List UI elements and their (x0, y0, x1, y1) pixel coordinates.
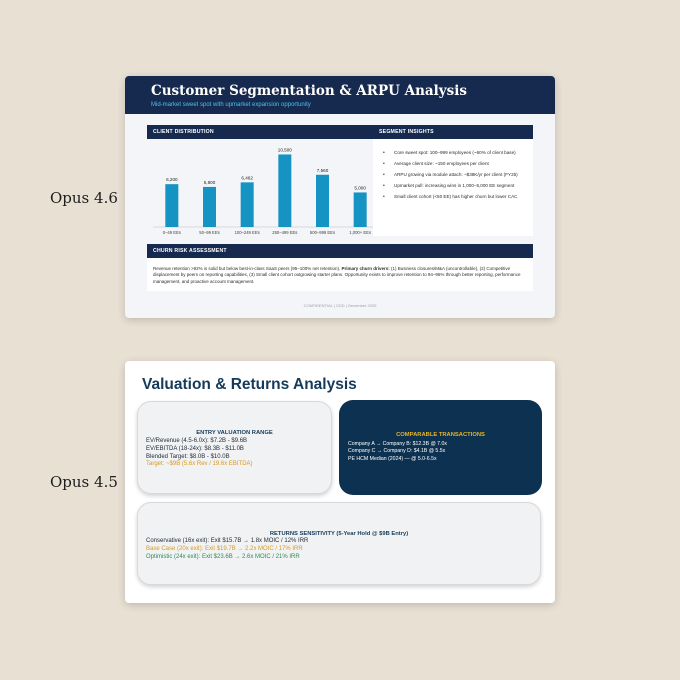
churn-risk-text (153, 266, 529, 285)
bar-value-label-2: 6,462 (241, 175, 253, 181)
bar-value-label-5: 5,000 (354, 185, 366, 191)
bar-value-label-0: 6,200 (166, 177, 178, 183)
entry-valuation-target: Target: ~$9B (5.6x Rev / 19.6x EBITDA) (146, 461, 253, 468)
bar-value-label-3: 10,500 (277, 147, 292, 153)
slide-header (125, 76, 555, 114)
slide-title: Valuation & Returns Analysis (142, 376, 357, 393)
insight-item: • Small client cohort (<50 EE) has higher churn but lower CAC (383, 194, 528, 200)
returns-optimistic-line: Optimistic (24x exit): Exit $23.6B → 2.6x MOIC / 21% IRR (146, 553, 300, 560)
bar-value-label-4: 7,560 (316, 167, 329, 173)
entry-valuation-line: EV/EBITDA (18-24x): $8.3B - $11.0B (146, 445, 244, 452)
entry-valuation-lines (146, 438, 253, 469)
slide-valuation-returns (125, 361, 555, 603)
returns-conservative-line: Conservative (16x exit): Exit $15.7B → 1.8x MOIC / 12% IRR (146, 538, 309, 544)
slide-customer-segmentation (125, 76, 555, 318)
insights-list (383, 150, 528, 205)
model-label-first: Opus 4.6 (50, 189, 118, 207)
bar-4 (316, 175, 329, 227)
entry-valuation-title: ENTRY VALUATION RANGE (196, 430, 273, 436)
bar-5 (354, 192, 367, 227)
churn-risk-heading: CHURN RISK ASSESSMENT (147, 244, 533, 258)
category-label-0: 0–49 EEs (162, 230, 181, 235)
client-distribution-chart (147, 141, 385, 241)
churn-drivers-label: Primary churn drivers: (341, 266, 390, 271)
slide-footer: CONFIDENTIAL | CDD | December 2025 (303, 303, 377, 308)
churn-risk-panel (147, 244, 533, 291)
churn-text-part2: (1) Business closures/M&A (uncontrollable), (2) Competitive displacement by peers on reporting capabilities, (3) Small client cohort outgrowing starter plans. Opportunity exists to improve retention to 94–95% through better reporting, performance management, and proactive account management. (153, 266, 521, 284)
insight-item: • Upmarket pull: increasing wins in 1,000–5,000 EE segment (383, 183, 528, 189)
returns-base-case-line: Base Case (20x exit): Exit $19.7B → 2.2x MOIC / 17% IRR (146, 545, 303, 552)
client-distribution-heading: CLIENT DISTRIBUTION (147, 125, 385, 139)
segment-insights-heading: SEGMENT INSIGHTS (373, 125, 533, 139)
category-label-2: 100–249 EEs (234, 230, 260, 235)
returns-sensitivity-title: RETURNS SENSITIVITY (5-Year Hold @ $9B Entry) (269, 531, 409, 537)
bar-3 (278, 154, 291, 227)
comparable-transaction-line: Company C → Company D: $4.1B @ 5.5x (348, 448, 446, 455)
churn-text-part1: Revenue retention >92% is solid but below best-in-class SaaS peers (95–100% net retention). (153, 266, 342, 271)
insight-item: • Core sweet spot: 100–999 employees (~60% of client base) (383, 150, 528, 156)
category-label-3: 250–499 EEs (272, 230, 298, 235)
slide-title: Customer Segmentation & ARPU Analysis (151, 83, 467, 99)
insight-item: • Average client size: ~150 employees per client (383, 161, 528, 167)
comparable-transaction-line: Company A → Company B: $12.3B @ 7.0x (348, 441, 447, 447)
entry-valuation-line: Blended Target: $8.0B - $10.0B (146, 453, 230, 460)
category-label-4: 500–999 EEs (309, 230, 336, 235)
category-label-5: 1,000+ EEs (349, 230, 372, 235)
bar-1 (203, 187, 216, 227)
entry-valuation-card (137, 401, 332, 494)
bar-value-label-1: 5,800 (203, 179, 216, 185)
bar-0 (165, 184, 178, 227)
segment-insights-panel (373, 125, 533, 236)
comparable-transactions-lines (348, 441, 447, 463)
entry-valuation-line: EV/Revenue (4.5-6.0x): $7.2B - $9.6B (146, 438, 248, 444)
comparable-transactions-title: COMPARABLE TRANSACTIONS (396, 432, 485, 438)
model-label-second: Opus 4.5 (50, 473, 118, 491)
slide-subtitle: Mid-market sweet spot with upmarket expansion opportunity (151, 102, 311, 108)
returns-sensitivity-card (137, 502, 541, 585)
category-label-1: 50–99 EEs (199, 230, 220, 235)
insight-item: • ARPU growing via module attach: ~$38K/yr per client (FY25) (383, 172, 528, 178)
bar-2 (241, 182, 254, 227)
comparable-transaction-line: PE HCM Median (2024) — @ 5.0-6.5x (348, 455, 437, 462)
returns-sensitivity-lines (146, 538, 308, 561)
comparable-transactions-card (339, 400, 542, 495)
